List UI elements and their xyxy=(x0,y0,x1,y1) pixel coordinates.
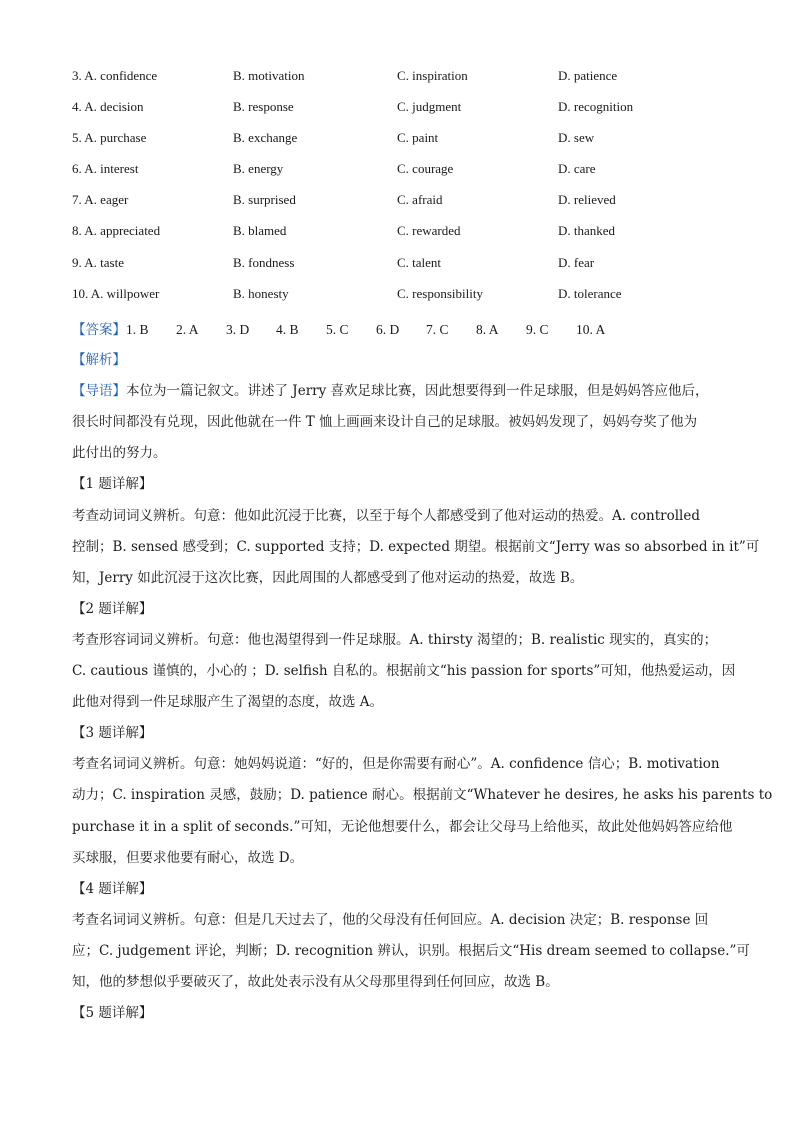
section-line: 动力；C. inspiration 灵感，鼓励；D. patience 耐心。根据前文“Whatever he desires, he asks his parents to xyxy=(72,787,773,804)
guide-line: 很长时间都没有兑现，因此他就在一件 T 恤上画画来设计自己的足球服。被妈妈发现了，妈妈夸奖了他为 xyxy=(72,414,698,431)
option-d: D. fear xyxy=(558,254,595,270)
section-heading-1 xyxy=(72,469,727,500)
explanation-body xyxy=(72,314,773,1029)
option-a: 9. A. taste xyxy=(72,254,124,270)
section-heading-2 xyxy=(72,594,727,625)
answer-item: 3. D xyxy=(226,322,250,337)
option-b: B. energy xyxy=(233,161,284,177)
section-line: 控制；B. sensed 感受到；C. supported 支持；D. expected 期望。根据前文“Jerry was so absorbed in it”可 xyxy=(72,538,760,555)
answer-item: 4. B xyxy=(276,322,299,337)
option-b: B. motivation xyxy=(233,68,305,83)
section-heading-3 xyxy=(72,718,727,749)
option-b: B. blamed xyxy=(233,223,287,239)
section-line: purchase it in a split of seconds.”可知，无论他想要什么，都会让父母马上给他买，故此处他妈妈答应给他 xyxy=(72,818,733,835)
option-b: B. response xyxy=(233,99,294,115)
option-c: C. rewarded xyxy=(397,223,461,239)
section-line: 买球服，但要求他要有耐心，故选 D。 xyxy=(72,849,304,866)
option-a: 10. A. willpower xyxy=(72,285,160,301)
section-line: C. cautious 谨慎的，小心的 ；D. selfish 自私的。根据前文“his passion for sports”可知，他热爱运动，因 xyxy=(72,663,736,680)
section-heading-4 xyxy=(72,874,727,905)
guide-line: 此付出的努力。 xyxy=(72,445,167,462)
guide-text: 本位为一篇记叙文。讲述了 Jerry 喜欢足球比赛，因此想要得到一件足球服，但是妈妈答应他后， xyxy=(126,383,709,400)
answer-line xyxy=(72,314,727,345)
option-a: 4. A. decision xyxy=(72,99,144,115)
option-c: C. paint xyxy=(397,130,439,146)
option-a: 8. A. appreciated xyxy=(72,223,161,239)
option-c: C. responsibility xyxy=(397,285,483,301)
answer-item: 5. C xyxy=(326,322,349,337)
answer-item: 10. A xyxy=(576,322,606,337)
section-line: 考查形容词词义辨析。句意：他也渴望得到一件足球服。A. thirsty 渴望的；B. realistic 现实的，真实的； xyxy=(72,631,718,648)
option-b: B. honesty xyxy=(233,285,289,301)
option-row-7 xyxy=(72,190,732,221)
analysis-label: 【解析】 xyxy=(72,352,126,369)
option-d: D. tolerance xyxy=(558,285,622,301)
section-line: 此他对得到一件足球服产生了渴望的态度，故选 A。 xyxy=(72,694,384,711)
section-line: 考查动词词义辨析。句意：他如此沉浸于比赛，以至于每个人都感受到了他对运动的热爱。A. controlled xyxy=(72,507,700,524)
option-d: D. patience xyxy=(558,68,618,83)
section-line: 考查名词词义辨析。句意：但是几天过去了，他的父母没有任何回应。A. decision 决定；B. response 回 xyxy=(72,911,709,928)
option-row-9 xyxy=(72,253,732,284)
option-row-6 xyxy=(72,159,732,190)
guide-label: 【导语】 xyxy=(72,383,126,400)
answer-list xyxy=(126,322,626,337)
section-line: 考查名词词义辨析。句意：她妈妈说道：“好的，但是你需要有耐心”。A. confidence 信心；B. motivation xyxy=(72,756,720,773)
answer-item: 1. B xyxy=(126,322,149,337)
analysis-heading xyxy=(72,345,727,376)
answer-item: 6. D xyxy=(376,322,400,337)
option-d: D. care xyxy=(558,161,596,177)
answer-item: 7. C xyxy=(426,322,449,337)
option-c: C. courage xyxy=(397,161,454,177)
option-b: B. fondness xyxy=(233,254,295,270)
section-label: 【2 题详解】 xyxy=(72,600,153,617)
option-c: C. talent xyxy=(397,254,442,270)
option-a: 7. A. eager xyxy=(72,192,129,208)
options-list xyxy=(72,66,732,315)
section-label: 【1 题详解】 xyxy=(72,476,153,493)
option-row-8 xyxy=(72,221,732,252)
option-row-10 xyxy=(72,284,732,315)
section-line: 知，Jerry 如此沉浸于这次比赛，因此周围的人都感受到了他对运动的热爱，故选 B。 xyxy=(72,569,584,586)
section-label: 【3 题详解】 xyxy=(72,725,153,742)
option-d: D. recognition xyxy=(558,99,634,115)
option-c: C. inspiration xyxy=(397,68,468,83)
section-heading-5 xyxy=(72,998,727,1029)
option-row-3 xyxy=(72,66,732,97)
section-line: 应；C. judgement 评论，判断；D. recognition 辨认，识别。根据后文“His dream seemed to collapse.”可 xyxy=(72,942,750,959)
answer-item: 9. C xyxy=(526,322,549,337)
answer-label: 【答案】 xyxy=(72,322,126,338)
option-d: D. sew xyxy=(558,130,595,146)
option-row-4 xyxy=(72,97,732,128)
option-d: D. thanked xyxy=(558,223,616,239)
option-c: C. judgment xyxy=(397,99,462,115)
answer-item: 2. A xyxy=(176,322,199,337)
section-label: 【4 题详解】 xyxy=(72,880,153,897)
option-a: 3. A. confidence xyxy=(72,68,158,83)
option-a: 6. A. interest xyxy=(72,161,139,177)
option-d: D. relieved xyxy=(558,192,616,208)
option-c: C. afraid xyxy=(397,192,443,208)
option-row-5 xyxy=(72,128,732,159)
section-line: 知，他的梦想似乎要破灭了，故此处表示没有从父母那里得到任何回应，故选 B。 xyxy=(72,973,559,990)
section-label: 【5 题详解】 xyxy=(72,1005,153,1022)
option-b: B. surprised xyxy=(233,192,296,208)
answer-item: 8. A xyxy=(476,322,499,337)
option-b: B. exchange xyxy=(233,130,298,146)
guide-line xyxy=(72,376,727,407)
option-a: 5. A. purchase xyxy=(72,130,147,146)
